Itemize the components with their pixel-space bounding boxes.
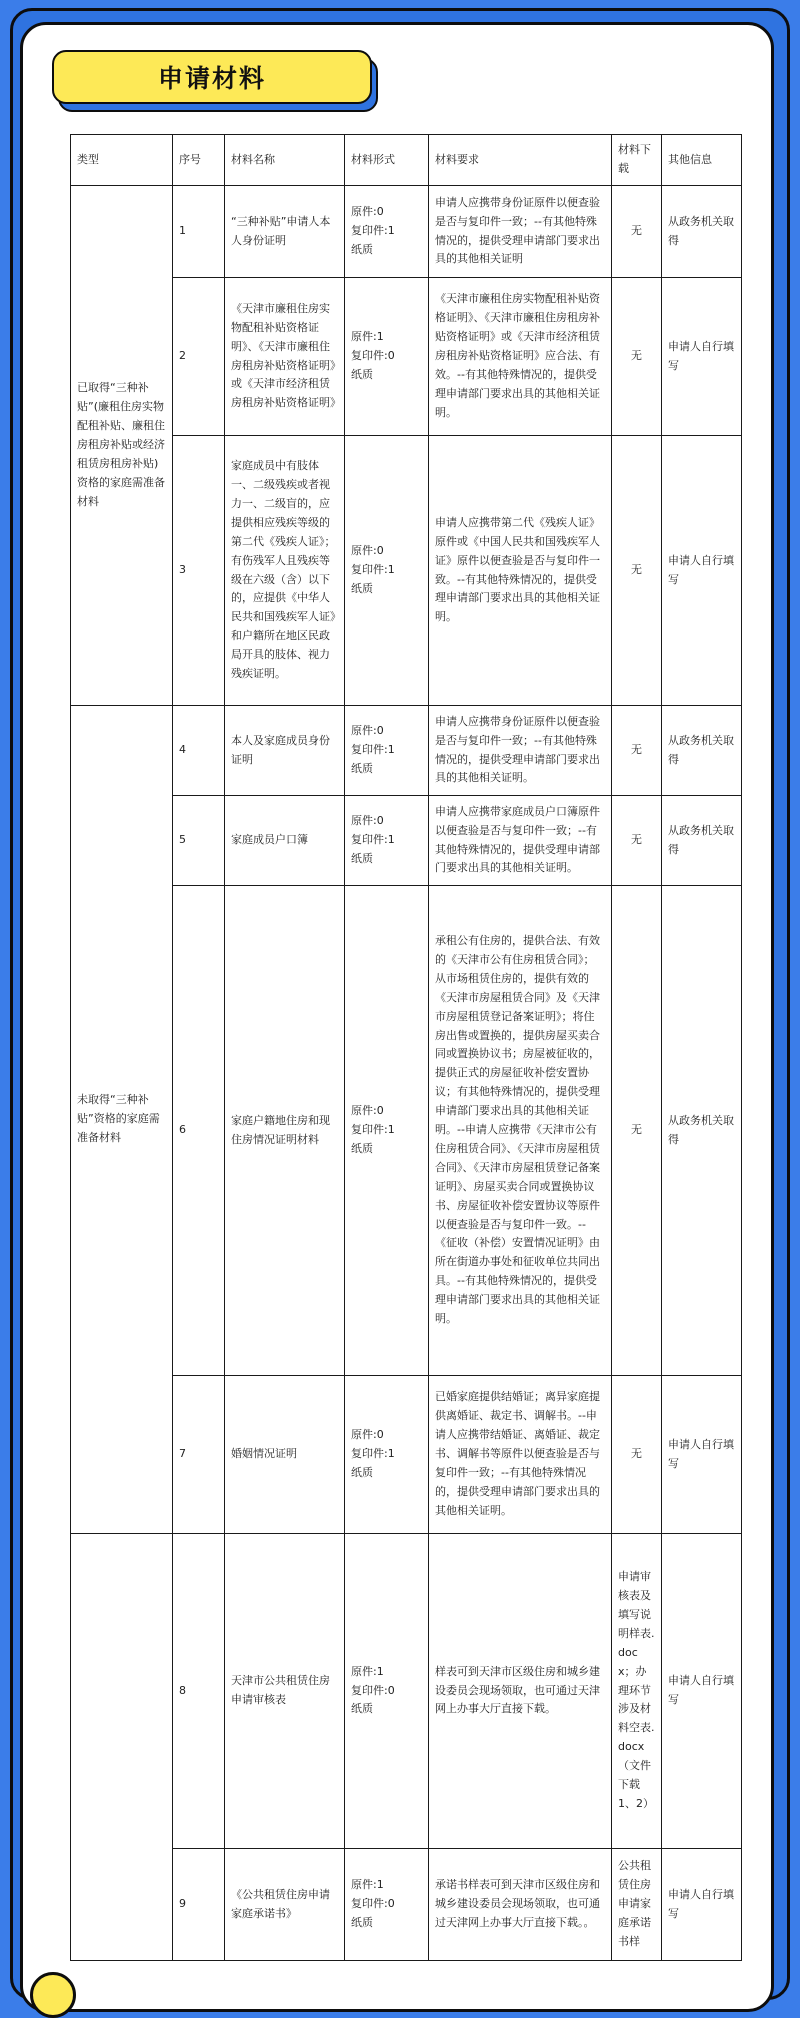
material-requirement: 承租公有住房的，提供合法、有效的《天津市公有住房租赁合同》；从市场租赁住房的，提供有效的《天津市房屋租赁合同》及《天津市房屋租赁登记备案证明》；将住房出售或置换的，提供房屋买卖合同或置换协议书；房屋被征收的，提供正式的房屋征收补偿安置协议；有其他特殊情况的，提供受理申请部门要求出具的其他相关证明。--申请人应携带《天津市公有住房租赁合同》、《天津市房屋租赁合同》、《天津市房屋租赁登记备案证明》、房屋买卖合同或置换协议书、房屋征收补偿安置协议等原件以便查验是否与复印件一致。--《征收（补偿）安置情况证明》由所在街道办事处和征收单位共同出具。--有其他特殊情况的，提供受理申请部门要求出具的其他相关证明。 — [429, 886, 612, 1376]
row-number: 4 — [173, 706, 225, 796]
other-info: 申请人自行填写 — [662, 278, 742, 436]
other-info: 从政务机关取得 — [662, 186, 742, 278]
material-download: 无 — [612, 278, 662, 436]
material-form: 原件:1 复印件:0 纸质 — [345, 1849, 429, 1961]
material-requirement: 申请人应携带身份证原件以便查验是否与复印件一致；--有其他特殊情况的，提供受理申请部门要求出具的其他相关证明 — [429, 186, 612, 278]
material-name: 家庭户籍地住房和现住房情况证明材料 — [225, 886, 345, 1376]
material-form: 原件:1 复印件:0 纸质 — [345, 278, 429, 436]
material-name: 《天津市廉租住房实物配租补贴资格证明》、《天津市廉租住房租房补贴资格证明》或《天津市经济租赁房租房补贴资格证明》 — [225, 278, 345, 436]
material-name: 婚姻情况证明 — [225, 1376, 345, 1534]
row-number: 3 — [173, 436, 225, 706]
material-category: 已取得“三种补贴”(廉租住房实物配租补贴、廉租住房租房补贴或经济租赁房租房补贴)资格的家庭需准备材料 — [71, 186, 173, 706]
material-name: 《公共租赁住房申请家庭承诺书》 — [225, 1849, 345, 1961]
material-form: 原件:0 复印件:1 纸质 — [345, 706, 429, 796]
table-header-row — [71, 135, 742, 186]
table-row — [71, 186, 742, 278]
table-row — [71, 706, 742, 796]
material-download: 无 — [612, 1376, 662, 1534]
material-requirement: 已婚家庭提供结婚证；离异家庭提供离婚证、裁定书、调解书。--申请人应携带结婚证、离婚证、裁定书、调解书等原件以便查验是否与复印件一致；--有其他特殊情况的，提供受理申请部门要求出具的其他相关证明。 — [429, 1376, 612, 1534]
page-title: 申请材料 — [52, 50, 372, 104]
other-info: 申请人自行填写 — [662, 1534, 742, 1849]
other-info: 申请人自行填写 — [662, 1849, 742, 1961]
other-info: 申请人自行填写 — [662, 436, 742, 706]
material-form: 原件:1 复印件:0 纸质 — [345, 1534, 429, 1849]
header-form: 材料形式 — [345, 135, 429, 186]
row-number: 2 — [173, 278, 225, 436]
material-requirement: 申请人应携带第二代《残疾人证》原件或《中国人民共和国残疾军人证》原件以便查验是否与复印件一致。--有其他特殊情况的，提供受理申请部门要求出具的其他相关证明。 — [429, 436, 612, 706]
material-download: 无 — [612, 886, 662, 1376]
row-number: 1 — [173, 186, 225, 278]
header-type: 类型 — [71, 135, 173, 186]
material-requirement: 申请人应携带身份证原件以便查验是否与复印件一致；--有其他特殊情况的，提供受理申请部门要求出具的其他相关证明。 — [429, 706, 612, 796]
other-info: 从政务机关取得 — [662, 796, 742, 886]
material-form: 原件:0 复印件:1 纸质 — [345, 186, 429, 278]
material-form: 原件:0 复印件:1 纸质 — [345, 886, 429, 1376]
material-download: 无 — [612, 706, 662, 796]
material-category — [71, 1534, 173, 1961]
row-number: 6 — [173, 886, 225, 1376]
material-requirement: 承诺书样表可到天津市区级住房和城乡建设委员会现场领取，也可通过天津网上办事大厅直接下载。。 — [429, 1849, 612, 1961]
other-info: 从政务机关取得 — [662, 886, 742, 1376]
material-name: “三种补贴”申请人本人身份证明 — [225, 186, 345, 278]
material-download[interactable]: 申请审核表及填写说明样表.docx；办理环节涉及材料空表.docx（文件下载1、2） — [612, 1534, 662, 1849]
table-row — [71, 1534, 742, 1849]
material-download: 无 — [612, 186, 662, 278]
material-form: 原件:0 复印件:1 纸质 — [345, 436, 429, 706]
material-name: 家庭成员户口簿 — [225, 796, 345, 886]
row-number: 5 — [173, 796, 225, 886]
material-download: 无 — [612, 796, 662, 886]
other-info: 申请人自行填写 — [662, 1376, 742, 1534]
row-number: 9 — [173, 1849, 225, 1961]
header-no: 序号 — [173, 135, 225, 186]
material-name: 家庭成员中有肢体一、二级残疾或者视力一、二级盲的，应提供相应残疾等级的第二代《残疾人证》；有伤残军人且残疾等级在六级（含）以下的，应提供《中华人民共和国残疾军人证》和户籍所在地区民政局开具的肢体、视力残疾证明。 — [225, 436, 345, 706]
row-number: 7 — [173, 1376, 225, 1534]
material-download: 无 — [612, 436, 662, 706]
header-other: 其他信息 — [662, 135, 742, 186]
material-name: 本人及家庭成员身份证明 — [225, 706, 345, 796]
header-requirement: 材料要求 — [429, 135, 612, 186]
material-form: 原件:0 复印件:1 纸质 — [345, 796, 429, 886]
material-requirement: 样表可到天津市区级住房和城乡建设委员会现场领取，也可通过天津网上办事大厅直接下载。 — [429, 1534, 612, 1849]
materials-table — [70, 134, 742, 1961]
header-download: 材料下载 — [612, 135, 662, 186]
row-number: 8 — [173, 1534, 225, 1849]
material-category: 未取得“三种补贴”资格的家庭需准备材料 — [71, 706, 173, 1534]
material-requirement: 《天津市廉租住房实物配租补贴资格证明》、《天津市廉租住房租房补贴资格证明》或《天津市经济租赁房租房补贴资格证明》应合法、有效。--有其他特殊情况的，提供受理申请部门要求出具的其他相关证明。 — [429, 278, 612, 436]
table-body — [71, 186, 742, 1961]
material-name: 天津市公共租赁住房申请审核表 — [225, 1534, 345, 1849]
header-name: 材料名称 — [225, 135, 345, 186]
material-download[interactable]: 公共租赁住房申请家庭承诺书样 — [612, 1849, 662, 1961]
material-form: 原件:0 复印件:1 纸质 — [345, 1376, 429, 1534]
material-requirement: 申请人应携带家庭成员户口簿原件以便查验是否与复印件一致；--有其他特殊情况的，提供受理申请部门要求出具的其他相关证明。 — [429, 796, 612, 886]
corner-decoration — [30, 1972, 76, 2018]
other-info: 从政务机关取得 — [662, 706, 742, 796]
